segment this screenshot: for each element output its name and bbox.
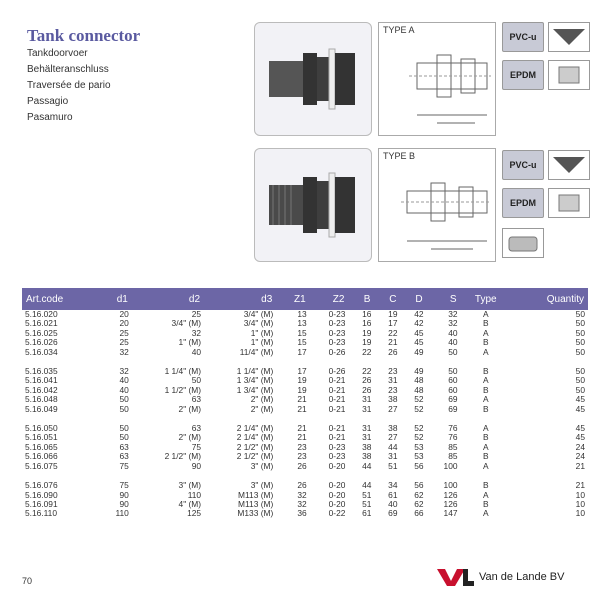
col-b: B xyxy=(348,288,374,310)
table-cell: 40 xyxy=(448,327,458,338)
table-cell: 2 1/2" (M) xyxy=(236,451,274,462)
table-cell: 3" (M) xyxy=(250,480,274,491)
table-cell: 5.16.076 xyxy=(25,480,58,491)
table-cell: 5.16.042 xyxy=(25,384,58,395)
table-cell: 5.16.026 xyxy=(25,337,58,348)
col-c: C xyxy=(374,288,400,310)
table-cell: 90 xyxy=(119,489,129,500)
table-cell: 50 xyxy=(191,375,202,386)
table-cell: 2 1/2" (M) xyxy=(164,451,202,462)
table-cell: 56 xyxy=(414,460,424,471)
subtitle-it: Passagio xyxy=(27,96,69,107)
table-cell: 3/4" (M) xyxy=(171,318,202,329)
table-cell: M113 (M) xyxy=(238,489,274,500)
table-cell: 63 xyxy=(119,441,129,452)
col-quantity: Quantity xyxy=(511,288,588,310)
table-cell: 50 xyxy=(448,346,458,357)
gasket-icon-b xyxy=(548,188,590,218)
table-cell: A xyxy=(482,423,489,434)
table-cell: 23 xyxy=(388,384,398,395)
table-cell: 69 xyxy=(448,394,458,405)
table-cell: 76 xyxy=(448,423,458,434)
table-cell: 3/4" (M) xyxy=(243,309,274,319)
table-cell: 50 xyxy=(575,375,585,386)
table-cell: 42 xyxy=(414,318,424,329)
table-cell: 38 xyxy=(388,394,398,405)
table-cell: 26 xyxy=(297,460,307,471)
table-cell: 50 xyxy=(119,432,129,443)
brand-name: Van de Lande BV xyxy=(479,571,565,583)
table-cell: 17 xyxy=(297,366,307,377)
table-cell: 1" (M) xyxy=(250,327,274,338)
table-cell: 0-21 xyxy=(328,375,346,386)
table-cell: 5.16.110 xyxy=(25,508,57,519)
table-cell: M133 (M) xyxy=(237,508,274,519)
col-d2: d2 xyxy=(132,288,204,310)
table-cell: B xyxy=(482,403,489,414)
table-cell: 23 xyxy=(297,451,307,462)
table-cell: 50 xyxy=(119,403,129,414)
table-cell: A xyxy=(482,346,489,357)
table-cell: 1 3/4" (M) xyxy=(236,384,274,395)
col-d: D xyxy=(401,288,427,310)
table-cell: 48 xyxy=(414,384,424,395)
table-cell: 32 xyxy=(448,318,458,329)
table-cell: 45 xyxy=(414,327,424,338)
table-cell: 53 xyxy=(414,451,424,462)
table-cell: 25 xyxy=(119,327,129,338)
table-cell: 2 1/2" (M) xyxy=(236,441,274,452)
table-cell: 90 xyxy=(119,498,129,509)
table-cell: 62 xyxy=(414,489,424,500)
table-cell: B xyxy=(482,366,489,377)
table-cell: 0-20 xyxy=(328,480,346,491)
table-cell: B xyxy=(482,384,489,395)
table-cell: 19 xyxy=(297,384,307,395)
type-b-label: TYPE B xyxy=(383,151,416,161)
table-cell: 44 xyxy=(362,460,372,471)
table-cell: 45 xyxy=(575,423,585,434)
table-cell: 0-20 xyxy=(328,460,346,471)
table-cell: 50 xyxy=(119,394,129,405)
table-cell: 0-23 xyxy=(328,337,346,348)
table-cell: 40 xyxy=(448,337,458,348)
table-cell: 0-21 xyxy=(328,394,346,405)
table-cell: 60 xyxy=(448,384,458,395)
table-cell: 2" (M) xyxy=(178,432,202,443)
table-cell: 32 xyxy=(297,489,307,500)
table-cell: 63 xyxy=(119,451,129,462)
product-photo-type-a xyxy=(254,22,372,136)
table-cell: B xyxy=(482,337,489,348)
col-z2: Z2 xyxy=(310,288,349,310)
table-cell: B xyxy=(482,451,489,462)
table-cell: 110 xyxy=(187,489,202,500)
table-cell: 32 xyxy=(448,309,458,319)
subtitle-list xyxy=(27,46,111,126)
table-cell: 3/4" (M) xyxy=(243,318,274,329)
table-cell: 0-26 xyxy=(328,366,346,377)
table-cell: 50 xyxy=(575,337,585,348)
pvc-joint-icon-b xyxy=(548,150,590,180)
table-cell: 0-26 xyxy=(328,346,346,357)
table-cell: M113 (M) xyxy=(238,498,274,509)
table-cell: 24 xyxy=(575,441,585,452)
subtitle-es: Pasamuro xyxy=(27,112,73,123)
vdl-logo-icon xyxy=(435,566,475,588)
table-cell: 60 xyxy=(448,375,458,386)
table-cell: 1" (M) xyxy=(250,337,274,348)
table-cell: 16 xyxy=(362,318,372,329)
material-epdm-a: EPDM xyxy=(502,60,544,90)
table-cell: 40 xyxy=(191,346,202,357)
table-cell: 51 xyxy=(362,489,372,500)
table-cell: 0-23 xyxy=(328,318,346,329)
table-cell: 21 xyxy=(388,337,398,348)
table-cell: 22 xyxy=(362,366,372,377)
table-cell: 5.16.075 xyxy=(25,460,58,471)
pvc-joint-icon-a xyxy=(548,22,590,52)
table-cell: 45 xyxy=(575,403,585,414)
table-cell: 22 xyxy=(362,346,372,357)
table-cell: 21 xyxy=(297,394,307,405)
table-cell: 45 xyxy=(575,432,585,443)
table-cell: 5.16.041 xyxy=(25,375,58,386)
technical-drawing-type-b xyxy=(378,148,496,262)
table-cell: B xyxy=(482,480,489,491)
table-cell: 44 xyxy=(388,441,398,452)
table-cell: 32 xyxy=(191,327,202,338)
table-cell: 52 xyxy=(414,423,424,434)
table-header-row xyxy=(22,288,588,310)
material-pvc-a: PVC-u xyxy=(502,22,544,52)
page-title: Tank connector xyxy=(27,26,141,45)
table-cell: 20 xyxy=(119,309,129,319)
table-cell: 126 xyxy=(443,498,458,509)
material-pvc-b: PVC-u xyxy=(502,150,544,180)
col-type: Type xyxy=(461,288,511,310)
table-cell: 1 3/4" (M) xyxy=(236,375,274,386)
table-cell: 40 xyxy=(119,384,129,395)
table-cell: 31 xyxy=(362,432,372,443)
table-cell: 50 xyxy=(575,366,585,377)
table-cell: 3" (M) xyxy=(250,460,274,471)
table-cell: 16 xyxy=(362,309,372,319)
table-cell: 0-21 xyxy=(328,384,346,395)
table-cell: 26 xyxy=(297,480,307,491)
table-cell: 44 xyxy=(362,480,372,491)
table-cell: 5.16.050 xyxy=(25,423,58,434)
table-cell: 48 xyxy=(414,375,424,386)
material-epdm-b: EPDM xyxy=(502,188,544,218)
table-cell: 38 xyxy=(362,441,372,452)
table-cell: A xyxy=(482,489,489,500)
product-photo-type-b xyxy=(254,148,372,262)
table-cell: 25 xyxy=(191,309,202,319)
table-cell: 63 xyxy=(191,394,202,405)
table-cell: 0-23 xyxy=(328,441,346,452)
table-cell: 0-21 xyxy=(328,432,346,443)
table-cell: 5.16.091 xyxy=(25,498,58,509)
table-cell: 20 xyxy=(119,318,129,329)
table-cell: 15 xyxy=(297,327,307,338)
subtitle-fr: Traversée de pario xyxy=(27,80,111,91)
table-cell: 50 xyxy=(448,366,458,377)
table-cell: 19 xyxy=(297,375,307,386)
table-cell: 5.16.051 xyxy=(25,432,58,443)
subtitle-de: Behälteranschluss xyxy=(27,64,109,75)
table-cell: 2 1/4" (M) xyxy=(236,423,274,434)
table-cell: 25 xyxy=(119,337,129,348)
table-cell: 63 xyxy=(191,423,202,434)
table-cell: 1 1/4" (M) xyxy=(164,366,202,377)
table-cell: 75 xyxy=(191,441,202,452)
type-a-label: TYPE A xyxy=(383,25,415,35)
table-cell: 45 xyxy=(414,337,424,348)
table-cell: 85 xyxy=(448,451,458,462)
table-row xyxy=(22,509,588,518)
table-cell: 31 xyxy=(362,403,372,414)
table-row xyxy=(22,462,588,471)
table-cell: 69 xyxy=(448,403,458,414)
table-cell: 40 xyxy=(119,375,129,386)
brand-logo xyxy=(435,566,564,588)
table-cell: A xyxy=(482,309,489,319)
table-cell: 75 xyxy=(119,480,129,491)
table-cell: 56 xyxy=(414,480,424,491)
col-d3: d3 xyxy=(204,288,276,310)
table-cell: 76 xyxy=(448,432,458,443)
table-cell: 125 xyxy=(187,508,202,519)
table-cell: 85 xyxy=(448,441,458,452)
table-cell: 5.16.065 xyxy=(25,441,58,452)
table-cell: 45 xyxy=(575,394,585,405)
gasket-icon-a xyxy=(548,60,590,90)
table-cell: 5.16.020 xyxy=(25,309,58,319)
table-cell: 40 xyxy=(388,498,398,509)
table-cell: 32 xyxy=(119,346,129,357)
col-s: S xyxy=(427,288,461,310)
table-cell: 0-20 xyxy=(328,498,346,509)
col-z1: Z1 xyxy=(276,288,309,310)
table-row xyxy=(22,348,588,357)
table-cell: 50 xyxy=(575,318,585,329)
table-cell: 52 xyxy=(414,394,424,405)
table-cell: 3" (M) xyxy=(178,480,202,491)
table-cell: 0-20 xyxy=(328,489,346,500)
table-cell: 2" (M) xyxy=(178,403,202,414)
table-cell: 5.16.048 xyxy=(25,394,58,405)
table-cell: A xyxy=(482,327,489,338)
table-body xyxy=(22,310,588,519)
table-cell: 50 xyxy=(575,327,585,338)
col-art-code: Art.code xyxy=(22,288,99,310)
table-cell: 50 xyxy=(575,309,585,319)
table-cell: 10 xyxy=(575,508,585,519)
table-cell: 50 xyxy=(575,346,585,357)
table-cell: 69 xyxy=(388,508,398,519)
table-cell: 15 xyxy=(297,337,307,348)
table-cell: 31 xyxy=(388,451,398,462)
table-cell: 22 xyxy=(388,327,398,338)
table-cell: 2 1/4" (M) xyxy=(236,432,274,443)
table-row xyxy=(22,405,588,414)
table-cell: A xyxy=(482,460,489,471)
table-cell: B xyxy=(482,432,489,443)
table-cell: 51 xyxy=(362,498,372,509)
table-cell: 0-23 xyxy=(328,451,346,462)
technical-drawing-type-a xyxy=(378,22,496,136)
table-cell: 61 xyxy=(388,489,398,500)
table-cell: 75 xyxy=(119,460,129,471)
table-cell: 100 xyxy=(443,480,458,491)
table-cell: 52 xyxy=(414,403,424,414)
table-cell: 19 xyxy=(362,327,372,338)
table-cell: 52 xyxy=(414,432,424,443)
table-cell: 126 xyxy=(443,489,458,500)
table-cell: 5.16.035 xyxy=(25,366,58,377)
table-cell: 61 xyxy=(362,508,372,519)
subtitle-nl: Tankdoorvoer xyxy=(27,48,88,59)
table-cell: 24 xyxy=(575,451,585,462)
table-cell: 147 xyxy=(443,508,458,519)
table-cell: B xyxy=(482,498,489,509)
table-cell: 4" (M) xyxy=(178,498,202,509)
table-cell: 36 xyxy=(297,508,307,519)
table-cell: 0-21 xyxy=(328,423,346,434)
table-cell: 19 xyxy=(388,309,398,319)
table-cell: 1" (M) xyxy=(178,337,202,348)
table-cell: 5.16.066 xyxy=(25,451,58,462)
table-cell: 21 xyxy=(575,480,585,491)
table-cell: 13 xyxy=(297,309,307,319)
table-cell: 31 xyxy=(388,375,398,386)
table-cell: 26 xyxy=(388,346,398,357)
table-cell: 17 xyxy=(388,318,398,329)
table-cell: 2" (M) xyxy=(250,403,274,414)
table-cell: 34 xyxy=(388,480,398,491)
table-cell: 21 xyxy=(297,423,307,434)
table-cell: 5.16.090 xyxy=(25,489,58,500)
table-cell: 5.16.049 xyxy=(25,403,58,414)
table-cell: 90 xyxy=(191,460,202,471)
table-cell: 0-22 xyxy=(328,508,346,519)
table-cell: A xyxy=(482,394,489,405)
table-cell: 53 xyxy=(414,441,424,452)
table-cell: 23 xyxy=(297,441,307,452)
table-cell: 21 xyxy=(575,460,585,471)
gasket-ring-icon xyxy=(502,228,544,258)
table-cell: 42 xyxy=(414,309,424,319)
table-cell: 49 xyxy=(414,346,424,357)
table-cell: 26 xyxy=(362,384,372,395)
table-cell: B xyxy=(482,318,489,329)
table-cell: 0-23 xyxy=(328,309,346,319)
table-cell: 5.16.025 xyxy=(25,327,58,338)
table-cell: 1 1/4" (M) xyxy=(236,366,274,377)
table-cell: 11/4" (M) xyxy=(239,346,274,357)
table-cell: A xyxy=(482,441,489,452)
table-cell: 5.16.034 xyxy=(25,346,58,357)
table-cell: 50 xyxy=(119,423,129,434)
table-cell: 13 xyxy=(297,318,307,329)
table-cell: 10 xyxy=(575,489,585,500)
table-cell: 49 xyxy=(414,366,424,377)
table-cell: 0-21 xyxy=(328,403,346,414)
table-cell: 38 xyxy=(362,451,372,462)
col-d1: d1 xyxy=(99,288,132,310)
table-cell: 23 xyxy=(388,366,398,377)
table-cell: 31 xyxy=(362,394,372,405)
table-cell: 62 xyxy=(414,498,424,509)
table-cell: 100 xyxy=(443,460,458,471)
table-cell: 2" (M) xyxy=(250,394,274,405)
page-number: 70 xyxy=(22,576,33,586)
table-cell: 50 xyxy=(575,384,585,395)
table-cell: 51 xyxy=(388,460,398,471)
table-cell: 27 xyxy=(388,403,398,414)
table-cell: 27 xyxy=(388,432,398,443)
table-cell: 21 xyxy=(297,403,307,414)
table-cell: 110 xyxy=(115,508,129,519)
table-cell: 38 xyxy=(388,423,398,434)
table-cell: 31 xyxy=(362,423,372,434)
table-cell: 32 xyxy=(297,498,307,509)
dimension-table xyxy=(22,288,588,519)
table-cell: 19 xyxy=(362,337,372,348)
table-cell: 10 xyxy=(575,498,585,509)
table-cell: 21 xyxy=(297,432,307,443)
table-cell: 66 xyxy=(414,508,424,519)
table-cell: A xyxy=(482,508,489,519)
table-cell: 1 1/2" (M) xyxy=(164,384,202,395)
table-cell: 26 xyxy=(362,375,372,386)
table-cell: 32 xyxy=(119,366,129,377)
table-cell: A xyxy=(482,375,489,386)
table-cell: 5.16.021 xyxy=(25,318,58,329)
table-cell: 0-23 xyxy=(328,327,346,338)
table-cell: 17 xyxy=(297,346,307,357)
